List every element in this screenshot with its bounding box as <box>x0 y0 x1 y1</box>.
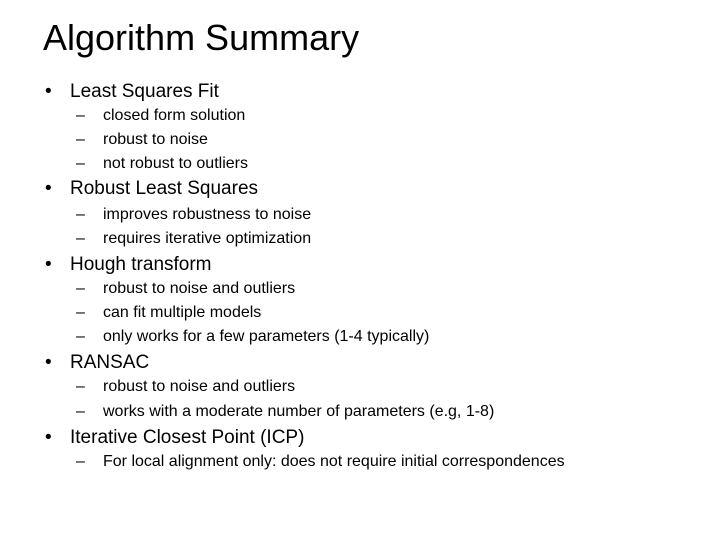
slide-title: Algorithm Summary <box>43 17 360 58</box>
sub-bullet-item <box>76 402 495 422</box>
dash-marker: – <box>76 304 85 321</box>
sub-bullet-item <box>76 377 296 397</box>
bullet-marker: • <box>45 254 52 275</box>
bullet-item <box>45 177 259 201</box>
bullet-heading: RANSAC <box>70 352 150 373</box>
sub-bullet-text: works with a moderate number of parameters (e.g, 1-8) <box>103 403 495 420</box>
bullet-item <box>45 426 305 450</box>
bullet-item <box>45 253 212 277</box>
bullet-marker: • <box>45 427 52 448</box>
sub-bullet-item <box>76 229 312 249</box>
bullet-marker: • <box>45 178 52 199</box>
bullet-heading: Least Squares Fit <box>70 81 219 102</box>
dash-marker: – <box>76 453 85 470</box>
bullet-item <box>45 80 219 104</box>
sub-bullet-text: not robust to outliers <box>103 155 248 172</box>
dash-marker: – <box>76 230 85 247</box>
bullet-item <box>45 351 150 375</box>
sub-bullet-item <box>76 452 565 472</box>
sub-bullet-item <box>76 130 208 150</box>
bullet-heading: Hough transform <box>70 254 212 275</box>
dash-marker: – <box>76 328 85 345</box>
sub-bullet-item <box>76 303 262 323</box>
sub-bullet-text: closed form solution <box>103 107 246 124</box>
dash-marker: – <box>76 206 85 223</box>
sub-bullet-text: can fit multiple models <box>103 304 262 321</box>
sub-bullet-text: For local alignment only: does not require initial correspondences <box>103 453 565 470</box>
sub-bullet-item <box>76 205 312 225</box>
sub-bullet-text: robust to noise and outliers <box>103 280 296 297</box>
bullet-heading: Iterative Closest Point (ICP) <box>70 427 305 448</box>
sub-bullet-item <box>76 279 296 299</box>
dash-marker: – <box>76 403 85 420</box>
bullet-heading: Robust Least Squares <box>70 178 259 199</box>
dash-marker: – <box>76 107 85 124</box>
sub-bullet-text: requires iterative optimization <box>103 230 312 247</box>
sub-bullet-text: only works for a few parameters (1-4 typically) <box>103 328 430 345</box>
dash-marker: – <box>76 155 85 172</box>
bullet-marker: • <box>45 81 52 102</box>
dash-marker: – <box>76 131 85 148</box>
sub-bullet-text: robust to noise and outliers <box>103 378 296 395</box>
dash-marker: – <box>76 280 85 297</box>
sub-bullet-item <box>76 154 248 174</box>
sub-bullet-item <box>76 106 246 126</box>
sub-bullet-item <box>76 327 430 347</box>
sub-bullet-text: improves robustness to noise <box>103 206 312 223</box>
bullet-marker: • <box>45 352 52 373</box>
dash-marker: – <box>76 378 85 395</box>
sub-bullet-text: robust to noise <box>103 131 208 148</box>
